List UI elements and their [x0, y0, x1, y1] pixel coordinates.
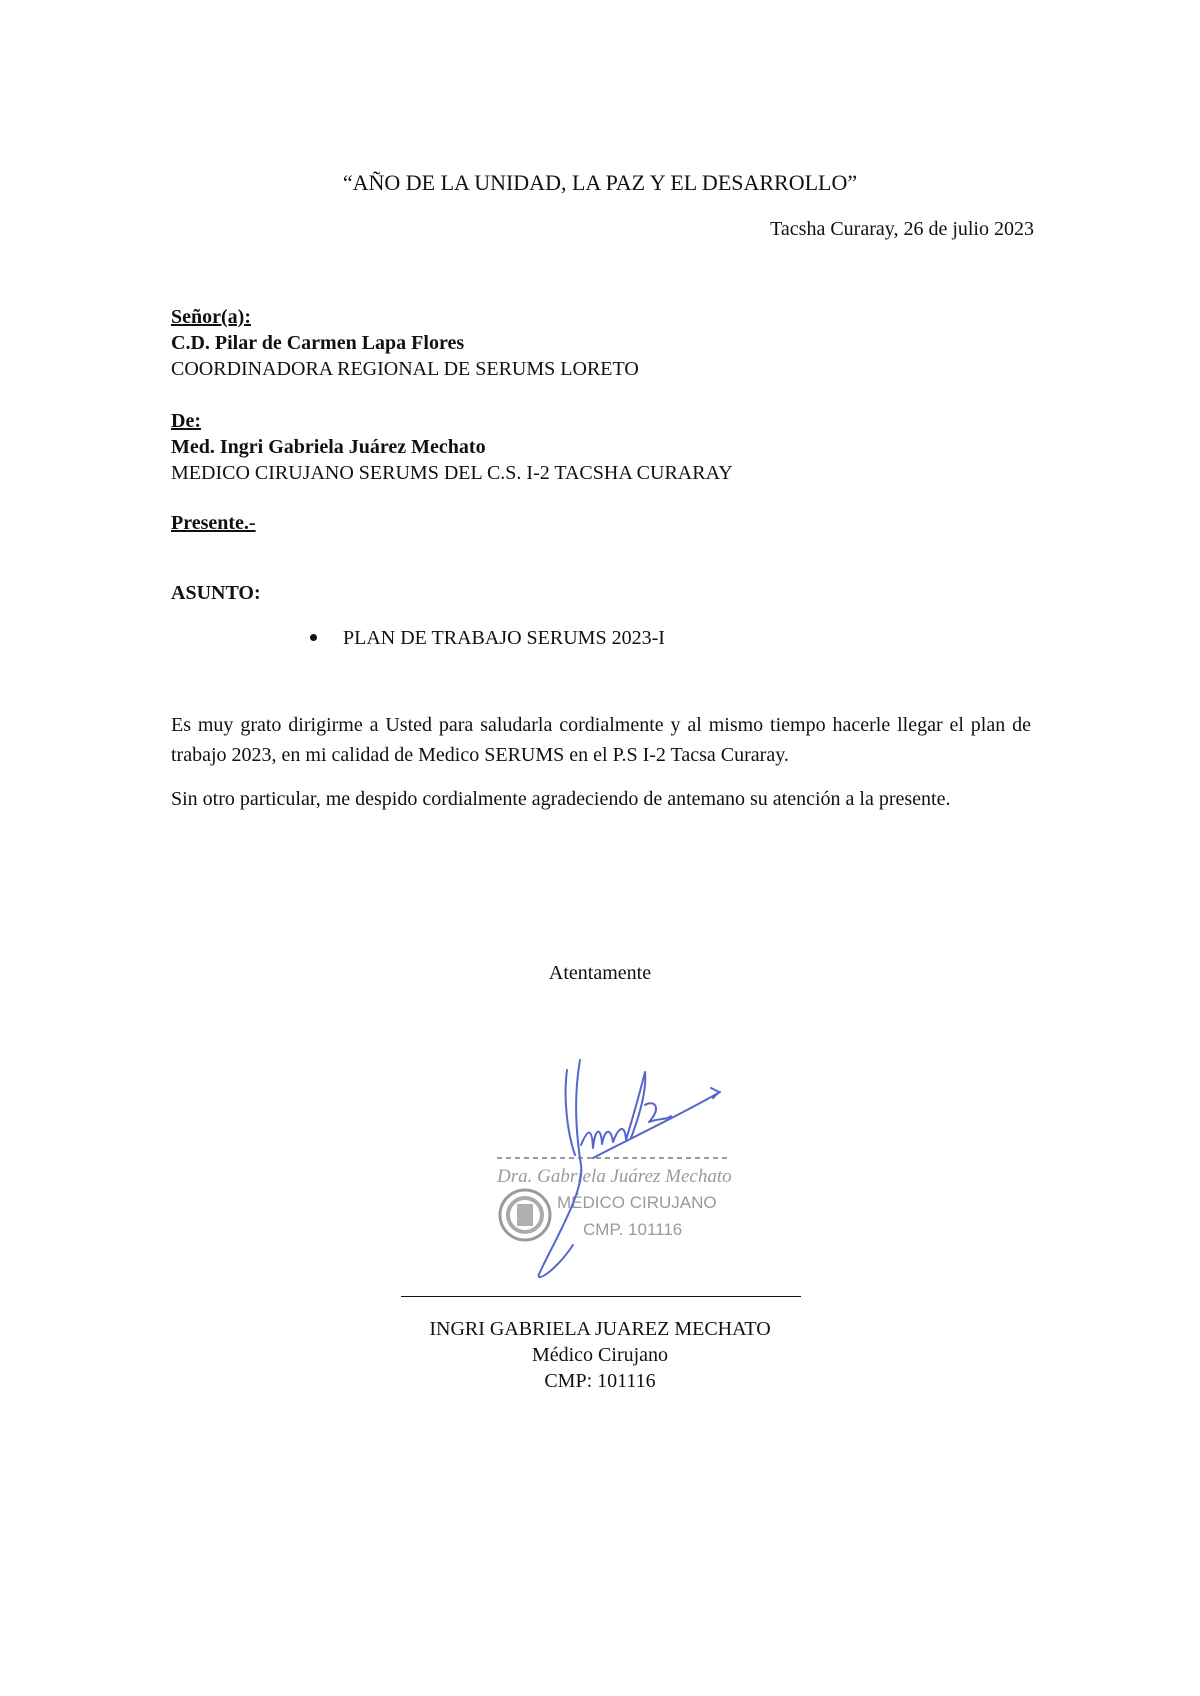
body-paragraph-2: Sin otro particular, me despido cordialmente agradeciendo de antemano su atención a la presente.: [171, 788, 951, 810]
body-paragraph-1: Es muy grato dirigirme a Usted para saludarla cordialmente y al mismo tiempo hacerle llegar el plan de trabajo 2023, en mi calidad de Medico SERUMS en el P.S I-2 Tacsa Curaray.: [171, 714, 1031, 766]
year-motto: “AÑO DE LA UNIDAD, LA PAZ Y EL DESARROLLO”: [342, 170, 858, 195]
place-date: Tacsha Curaray, 26 de julio 2023: [770, 218, 1034, 240]
presente-label: Presente.-: [171, 512, 256, 534]
signer-cmp: CMP: 101116: [544, 1370, 656, 1392]
sender-title: MEDICO CIRUJANO SERUMS DEL C.S. I-2 TACSHA CURARAY: [171, 462, 733, 484]
stamp-role: MÉDICO CIRUJANO: [557, 1193, 717, 1212]
stamp-cmp: CMP. 101116: [583, 1220, 683, 1239]
signer-role: Médico Cirujano: [531, 1344, 669, 1366]
stamp-name: Dra. Gabriela Juárez Mechato: [497, 1166, 732, 1187]
closing-salutation: Atentamente: [548, 962, 652, 984]
sender-label: De:: [171, 410, 201, 432]
sender-name: Med. Ingri Gabriela Juárez Mechato: [171, 436, 486, 458]
bullet-icon: [310, 634, 317, 641]
subject-label: ASUNTO:: [171, 582, 261, 604]
signature-line: [401, 1296, 801, 1297]
recipient-name: C.D. Pilar de Carmen Lapa Flores: [171, 332, 465, 354]
subject-item: [310, 627, 665, 650]
subject-item-text: PLAN DE TRABAJO SERUMS 2023-I: [343, 627, 665, 649]
recipient-title: COORDINADORA REGIONAL DE SERUMS LORETO: [171, 358, 639, 380]
recipient-label: Señor(a):: [171, 306, 251, 328]
signer-name: INGRI GABRIELA JUAREZ MECHATO: [429, 1318, 771, 1340]
signature-stamp: [485, 1040, 745, 1280]
